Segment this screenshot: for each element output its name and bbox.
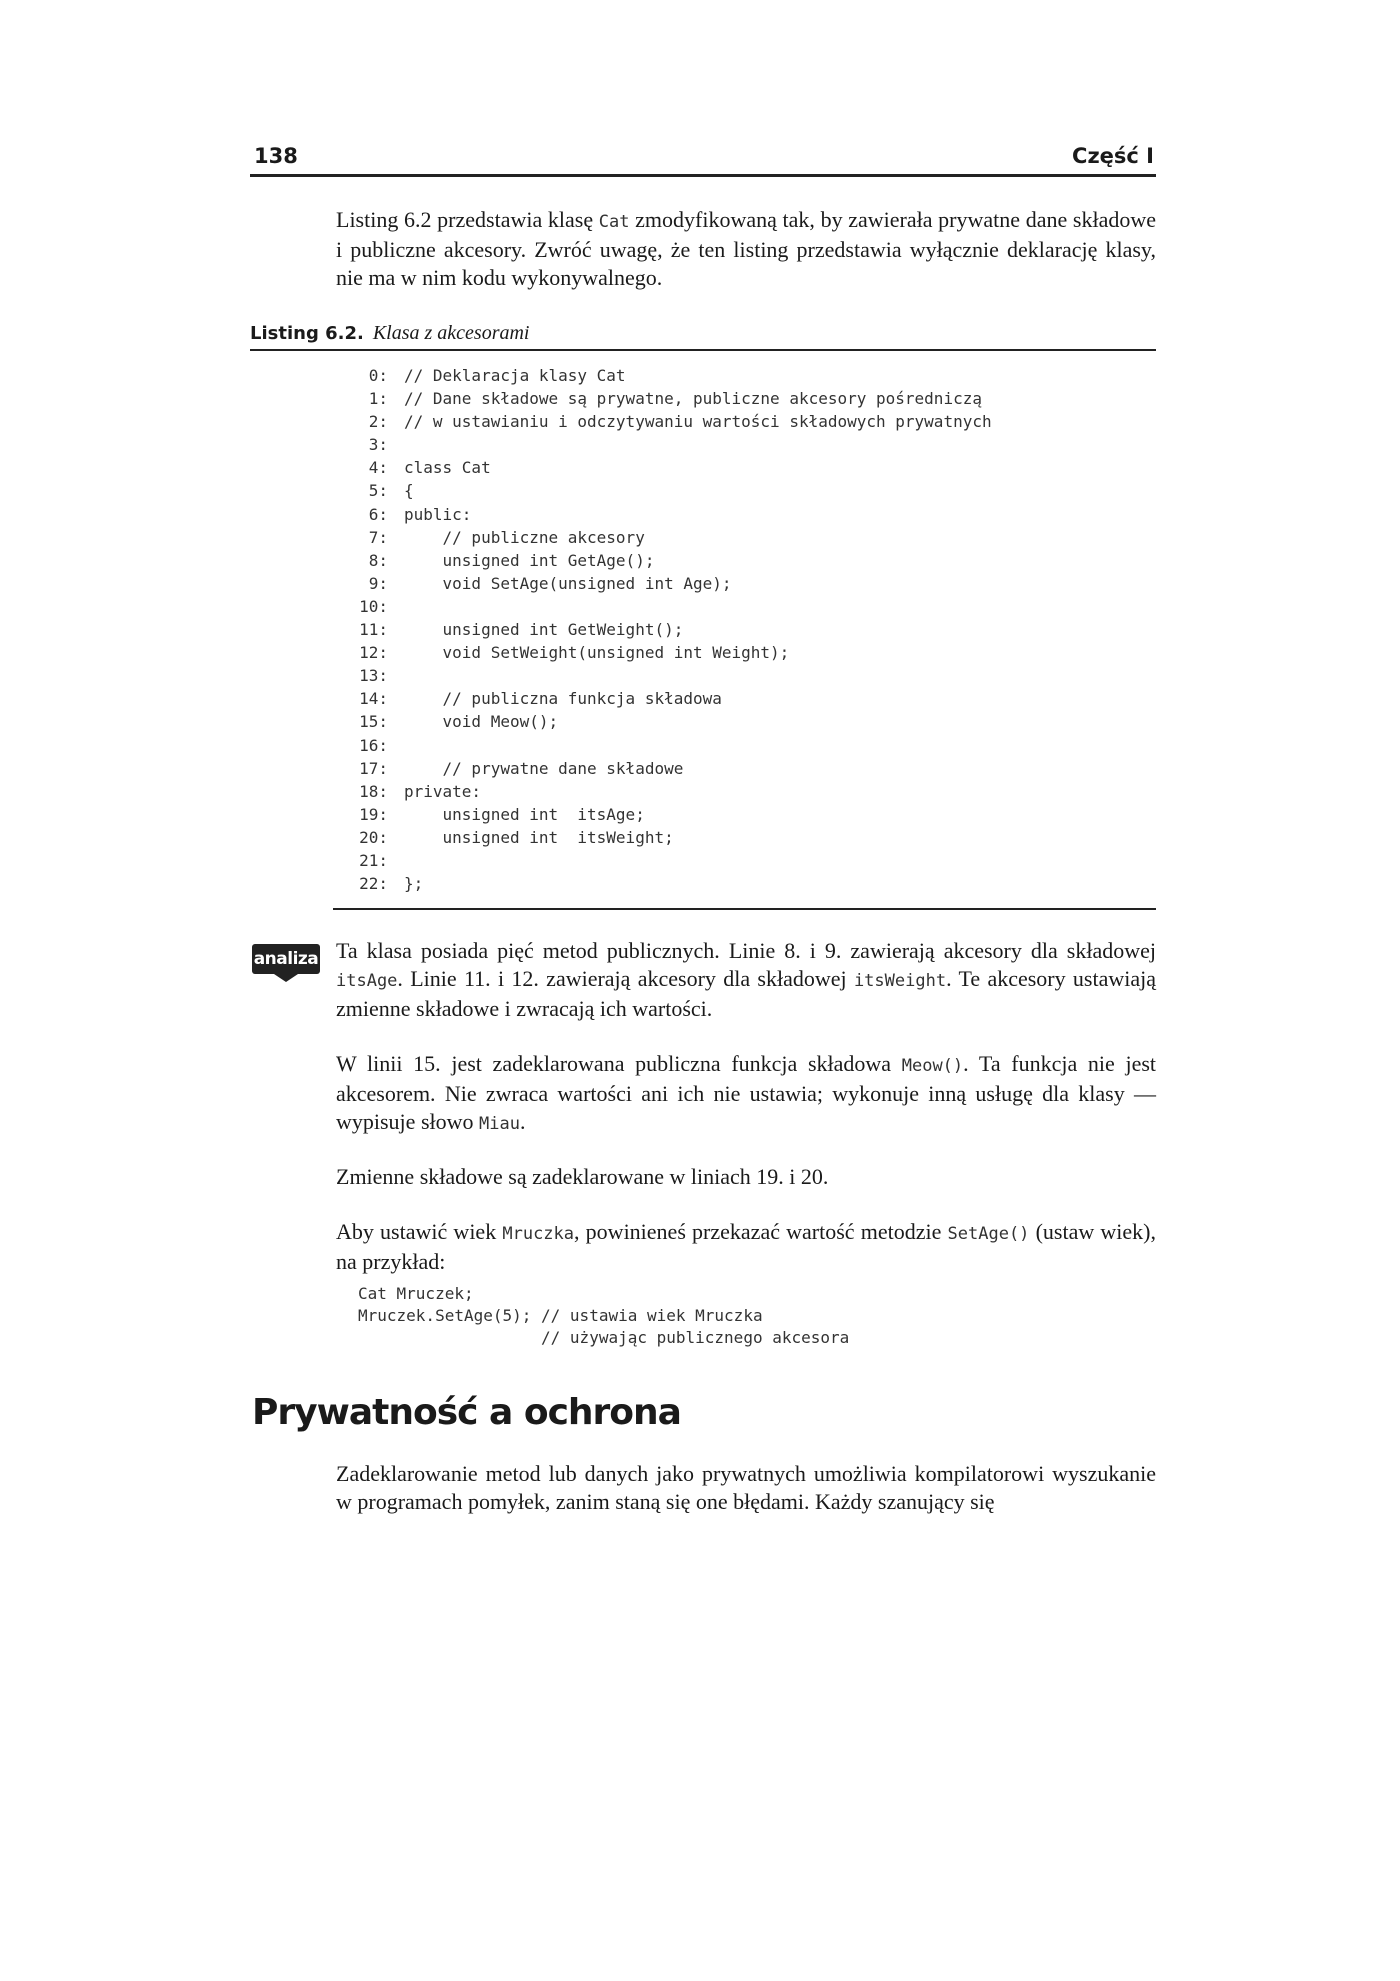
analysis-paragraph-4 bbox=[336, 1218, 1156, 1276]
code-text: { bbox=[404, 481, 414, 501]
code-text: // Dane składowe są prywatne, publiczne akcesory pośredniczą bbox=[404, 389, 982, 409]
text-run: Aby ustawić wiek bbox=[336, 1219, 503, 1244]
code-line bbox=[336, 503, 1156, 526]
code-line bbox=[336, 618, 1156, 641]
code-line bbox=[336, 803, 1156, 826]
code-text bbox=[388, 666, 404, 685]
part-label: Część I bbox=[1072, 144, 1154, 168]
line-number: 22: bbox=[359, 874, 388, 894]
code-line bbox=[336, 849, 1156, 872]
analysis-icon: analiza bbox=[252, 944, 320, 974]
section-heading: Prywatność a ochrona bbox=[252, 1392, 681, 1433]
intro-text-1: Listing 6.2 przedstawia klasę bbox=[336, 207, 599, 232]
inline-code: itsWeight bbox=[853, 971, 947, 991]
code-text: }; bbox=[404, 874, 424, 894]
code-listing bbox=[336, 364, 1156, 895]
text-run: . Linie 11. i 12. zawierają akcesory dla składowej bbox=[397, 966, 854, 991]
code-text bbox=[388, 597, 404, 616]
line-number: 11: bbox=[359, 620, 388, 640]
line-number: 7: bbox=[368, 527, 388, 547]
inline-code: Meow() bbox=[901, 1056, 964, 1076]
code-line bbox=[336, 687, 1156, 710]
page-header bbox=[250, 140, 1156, 177]
code-example-line: // używając publicznego akcesora bbox=[358, 1328, 850, 1347]
code-text: private: bbox=[404, 781, 482, 801]
code-text: void Meow(); bbox=[404, 712, 559, 732]
listing-title: Klasa z akcesorami bbox=[372, 322, 530, 344]
page-number: 138 bbox=[254, 144, 298, 168]
line-number: 5: bbox=[368, 481, 388, 501]
line-number: 21: bbox=[359, 850, 388, 870]
text-run: Ta klasa posiada pięć metod publicznych. Linie 8. i 9. zawierają akcesory dla składowej bbox=[336, 938, 1156, 963]
code-text: void SetAge(unsigned int Age); bbox=[404, 573, 732, 593]
inline-code: itsAge bbox=[336, 971, 398, 991]
code-line bbox=[336, 456, 1156, 479]
code-line bbox=[336, 664, 1156, 687]
code-text bbox=[388, 851, 404, 870]
code-text: // publiczna funkcja składowa bbox=[404, 689, 722, 709]
code-example-line: Mruczek.SetAge(5); // ustawia wiek Mruczka bbox=[358, 1306, 763, 1325]
line-number: 12: bbox=[359, 643, 388, 663]
code-line bbox=[336, 757, 1156, 780]
line-number: 17: bbox=[359, 758, 388, 778]
code-text bbox=[388, 736, 404, 755]
code-line bbox=[336, 595, 1156, 618]
line-number: 2: bbox=[368, 412, 388, 432]
code-line bbox=[336, 549, 1156, 572]
line-number: 9: bbox=[368, 573, 388, 593]
line-number: 20: bbox=[359, 827, 388, 847]
line-number: 0: bbox=[368, 366, 388, 385]
code-text bbox=[388, 435, 404, 454]
line-number: 3: bbox=[368, 435, 388, 455]
intro-text-2: zmodyfikowaną tak, by zawierała prywatne dane składowe i publiczne akcesory. Zwróć uwagę, że ten listing przedstawia wyłącznie deklarację klasy, nie ma w nim kodu wykonywalnego. bbox=[336, 207, 1156, 290]
line-number: 1: bbox=[368, 389, 388, 409]
code-line bbox=[336, 826, 1156, 849]
code-example-line: Cat Mruczek; bbox=[358, 1284, 474, 1303]
code-text: // Deklaracja klasy Cat bbox=[404, 366, 626, 385]
text-run: W linii 15. jest zadeklarowana publiczna funkcja składowa bbox=[336, 1051, 902, 1076]
code-text: unsigned int itsAge; bbox=[404, 804, 645, 824]
text-run: . Te akcesory ustawiają zmienne składowe i zwracają ich wartości. bbox=[336, 966, 1157, 1021]
code-example bbox=[358, 1283, 1138, 1349]
code-text: class Cat bbox=[404, 458, 491, 478]
line-number: 14: bbox=[359, 689, 388, 709]
analysis-paragraph-2 bbox=[336, 1050, 1156, 1138]
code-text: public: bbox=[404, 504, 472, 524]
code-line bbox=[336, 710, 1156, 733]
line-number: 10: bbox=[359, 596, 388, 616]
text-run: , powinieneś przekazać wartość metodzie bbox=[574, 1219, 948, 1244]
code-line bbox=[336, 641, 1156, 664]
line-number: 19: bbox=[359, 804, 388, 824]
line-number: 16: bbox=[359, 735, 388, 755]
text-run: . bbox=[519, 1109, 526, 1134]
analysis-paragraph-3: Zmienne składowe są zadeklarowane w liniach 19. i 20. bbox=[336, 1164, 829, 1189]
line-number: 6: bbox=[368, 504, 388, 524]
code-text: // w ustawianiu i odczytywaniu wartości składowych prywatnych bbox=[404, 412, 992, 432]
code-text: void SetWeight(unsigned int Weight); bbox=[404, 643, 790, 663]
listing-label: Listing 6.2. bbox=[250, 323, 364, 344]
listing-end-rule bbox=[333, 908, 1156, 910]
code-line bbox=[336, 364, 1156, 387]
inline-code: SetAge() bbox=[947, 1224, 1030, 1244]
analysis-paragraph-1 bbox=[336, 937, 1156, 1023]
code-line bbox=[336, 572, 1156, 595]
text-run: (ustaw wiek), na przykład: bbox=[336, 1219, 1156, 1274]
code-text: // prywatne dane składowe bbox=[404, 758, 684, 778]
code-line bbox=[336, 734, 1156, 757]
code-text: unsigned int GetWeight(); bbox=[404, 620, 684, 640]
code-text: // publiczne akcesory bbox=[404, 527, 645, 547]
code-line bbox=[336, 387, 1156, 410]
code-line bbox=[336, 526, 1156, 549]
intro-paragraph bbox=[336, 206, 1156, 292]
code-line bbox=[336, 479, 1156, 502]
code-line bbox=[336, 780, 1156, 803]
listing-caption bbox=[250, 322, 1156, 351]
inline-code: Mruczka bbox=[502, 1224, 575, 1244]
line-number: 8: bbox=[368, 550, 388, 570]
line-number: 18: bbox=[359, 781, 388, 801]
line-number: 13: bbox=[359, 666, 388, 686]
code-text: unsigned int GetAge(); bbox=[404, 550, 655, 570]
code-line bbox=[336, 433, 1156, 456]
section-paragraph: Zadeklarowanie metod lub danych jako prywatnych umożliwia kompilatorowi wyszukanie w programach pomyłek, zanim staną się one błędami. Każdy szanujący się bbox=[336, 1461, 1156, 1514]
inline-code-cat: Cat bbox=[598, 212, 630, 232]
code-text: unsigned int itsWeight; bbox=[404, 827, 674, 847]
code-line bbox=[336, 410, 1156, 433]
text-run: . Ta funkcja nie jest akcesorem. Nie zwraca wartości ani ich nie ustawia; wykonuje inną usługę dla klasy — wypisuje słowo bbox=[336, 1051, 1157, 1134]
line-number: 15: bbox=[359, 712, 388, 732]
inline-code: Miau bbox=[479, 1114, 520, 1134]
line-number: 4: bbox=[368, 458, 388, 478]
code-line bbox=[336, 872, 1156, 895]
